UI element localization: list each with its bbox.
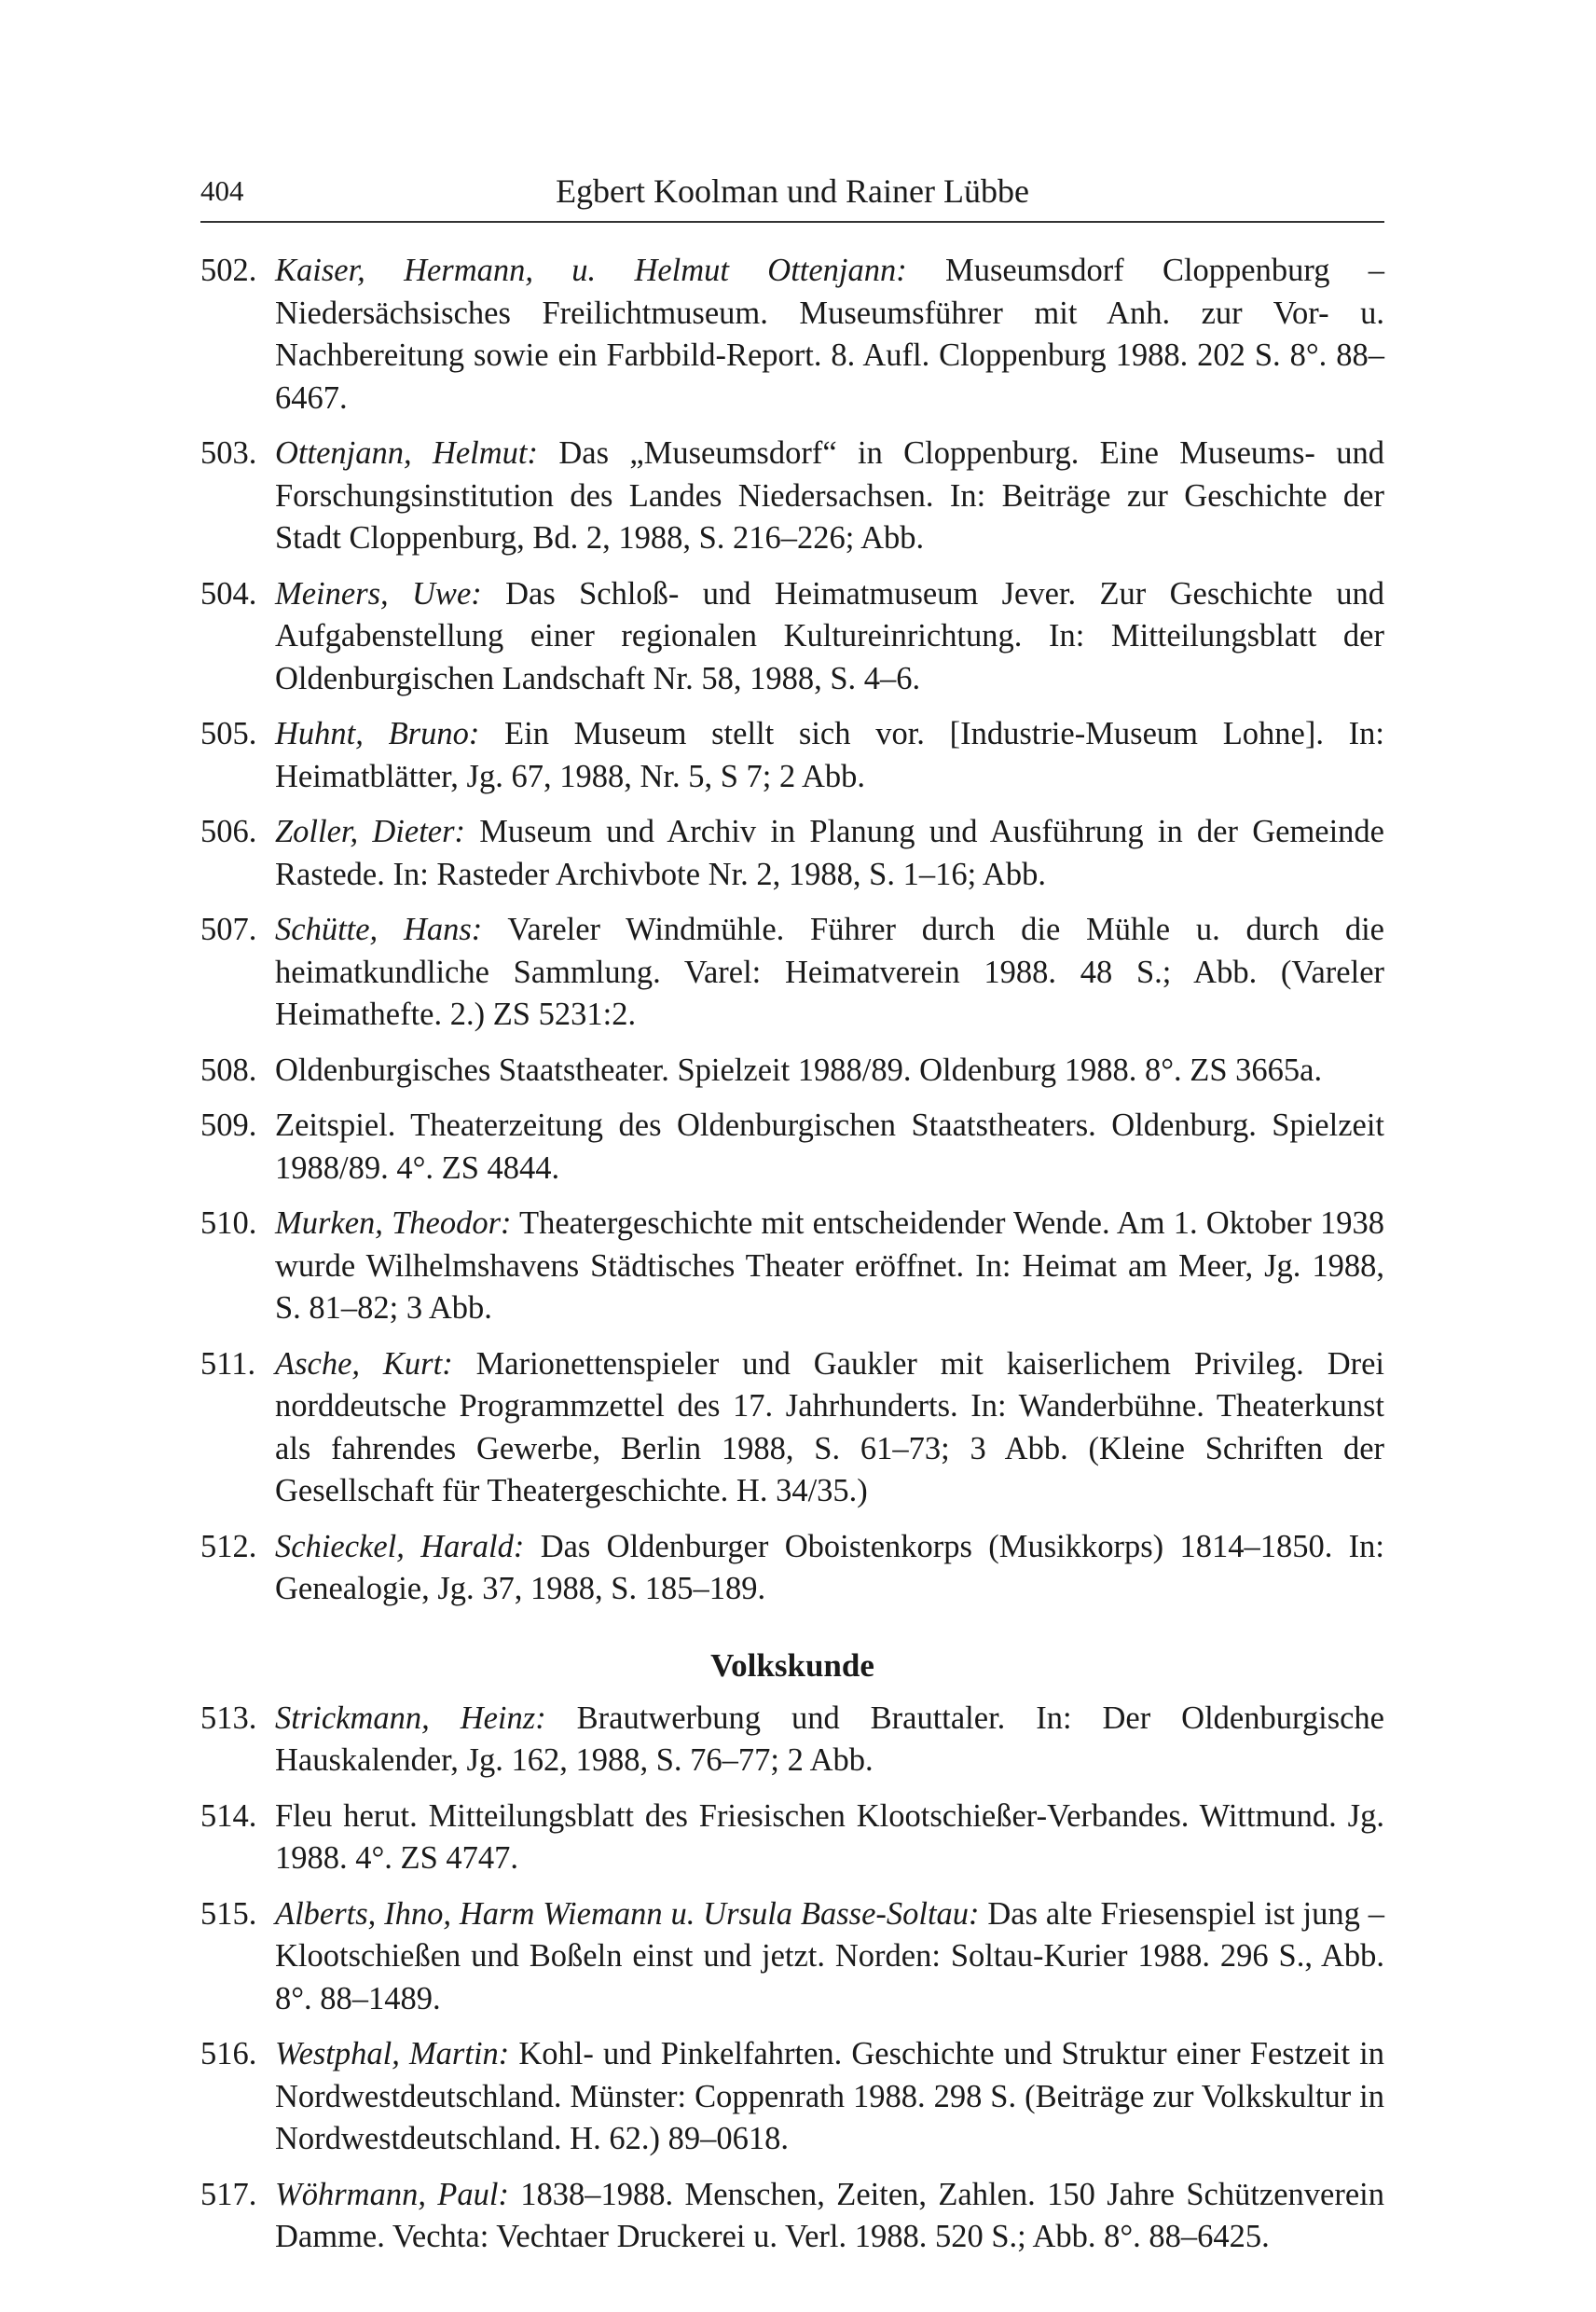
page-header [200, 172, 1384, 219]
entry-author: Strickmann, Heinz: [275, 1700, 546, 1736]
entry-number: 513. [200, 1700, 257, 1736]
entry-author: Alberts, Ihno, Harm Wiemann u. Ursula Basse-Soltau: [275, 1895, 980, 1932]
bibliography-content [200, 250, 1384, 2272]
entries-list-volkskunde [200, 1698, 1384, 2259]
bibliography-entry [200, 433, 1384, 560]
entry-text: Theatergeschichte mit entscheidender Wende. Am 1. Oktober 1938 wurde Wilhelmshavens Städtisches Theater eröffnet. In: Heimat am Meer, Jg. 1988, S. 81–82; 3 Abb. [275, 1205, 1384, 1326]
bibliography-entry [200, 2174, 1384, 2259]
entry-text: Zeitspiel. Theaterzeitung des Oldenburgischen Staatstheaters. Oldenburg. Spielzeit 1988/89. 4°. ZS 4844. [275, 1108, 1384, 1186]
entry-text: Ein Museum stellt sich vor. [Industrie-Museum Lohne]. In: Heimatblätter, Jg. 67, 1988, Nr. 5, S 7; 2 Abb. [275, 716, 1384, 794]
section-heading: Volkskunde [710, 1646, 874, 1684]
bibliography-entry [200, 1796, 1384, 1880]
entry-number: 502. [200, 253, 257, 288]
entry-number: 505. [200, 716, 257, 751]
bibliography-entry [200, 713, 1384, 798]
entry-number: 504. [200, 575, 257, 612]
entry-author: Asche, Kurt: [275, 1345, 453, 1382]
bibliography-entry [200, 1893, 1384, 2021]
entry-text: Das Oldenburger Oboistenkorps (Musikkorps) 1814–1850. In: Genealogie, Jg. 37, 1988, S. 185–189. [275, 1528, 1384, 1606]
entries-list-theater-museum [200, 250, 1384, 1611]
entry-number: 517. [200, 2176, 257, 2212]
entry-number: 506. [200, 814, 257, 849]
entry-text: Das „Museumsdorf“ in Cloppenburg. Eine Museums- und Forschungsinstitution des Landes Niedersachsen. In: Beiträge zur Geschichte der Stadt Cloppenburg, Bd. 2, 1988, S. 216–226; Abb. [275, 435, 1384, 556]
entry-text: Kohl- und Pinkelfahrten. Geschichte und Struktur einer Festzeit in Nordwestdeutschland. Münster: Coppenrath 1988. 298 S. (Beiträge zur Volkskultur in Nordwestdeutschland. H. 62.) 89–0618. [275, 2036, 1384, 2156]
entry-number: 507. [200, 912, 257, 947]
bibliography-entry [200, 1050, 1384, 1093]
entry-text: 1838–1988. Menschen, Zeiten, Zahlen. 150 Jahre Schützenverein Damme. Vechta: Vechtaer Druckerei u. Verl. 1988. 520 S.; Abb. 8°. 88–6425. [275, 2176, 1384, 2254]
entry-author: Schieckel, Harald: [275, 1528, 525, 1564]
entry-text: Fleu herut. Mitteilungsblatt des Friesischen Klootschießer-Verbandes. Wittmund. Jg. 1988. 4°. ZS 4747. [275, 1797, 1384, 1876]
bibliography-entry [200, 811, 1384, 896]
bibliography-entry [200, 1698, 1384, 1782]
entry-number: 503. [200, 435, 257, 471]
entry-author: Meiners, Uwe: [275, 575, 482, 612]
entry-number: 508. [200, 1052, 257, 1088]
entry-number: 512. [200, 1528, 257, 1564]
running-title: Egbert Koolman und Rainer Lübbe [556, 172, 1029, 210]
entry-text: Museum und Archiv in Planung und Ausführung in der Gemeinde Rastede. In: Rasteder Archivbote Nr. 2, 1988, S. 1–16; Abb. [275, 814, 1384, 892]
entry-text: Das alte Friesenspiel ist jung – Klootschießen und Boßeln einst und jetzt. Norden: Soltau-Kurier 1988. 296 S., Abb. 8°. 88–1489. [275, 1895, 1384, 2016]
entry-text: Marionettenspieler und Gaukler mit kaiserlichem Privileg. Drei norddeutsche Programmzettel des 17. Jahrhunderts. In: Wanderbühne. Theaterkunst als fahrendes Gewerbe, Berlin 1988, S. 61–73; 3 Abb. (Kleine Schriften der Gesellschaft für Theatergeschichte. H. 34/35.) [275, 1345, 1384, 1508]
entry-number: 511. [200, 1345, 256, 1382]
entry-author: Murken, Theodor: [275, 1205, 512, 1241]
entry-text: Brautwerbung und Brauttaler. In: Der Oldenburgische Hauskalender, Jg. 162, 1988, S. 76–77; 2 Abb. [275, 1700, 1384, 1778]
entry-text: Vareler Windmühle. Führer durch die Mühle u. durch die heimatkundliche Sammlung. Varel: Heimatverein 1988. 48 S.; Abb. (Vareler Heimathefte. 2.) ZS 5231:2. [275, 912, 1384, 1032]
entry-number: 514. [200, 1797, 257, 1834]
entry-author: Ottenjann, Helmut: [275, 435, 539, 471]
bibliography-entry [200, 1526, 1384, 1611]
entry-author: Kaiser, Hermann, u. Helmut Ottenjann: [275, 253, 907, 288]
entry-author: Wöhrmann, Paul: [275, 2176, 509, 2212]
entry-text: Museumsdorf Cloppenburg – Niedersächsisches Freilichtmuseum. Museumsführer mit Anh. zur Vor- u. Nachbereitung sowie ein Farbbild-Report. 8. Aufl. Cloppenburg 1988. 202 S. 8°. 88–6467. [275, 253, 1384, 416]
header-rule [200, 221, 1384, 223]
bibliography-entry [200, 1203, 1384, 1330]
entry-author: Westphal, Martin: [275, 2036, 510, 2071]
entry-author: Schütte, Hans: [275, 912, 483, 947]
bibliography-entry [200, 1105, 1384, 1190]
bibliography-entry [200, 573, 1384, 701]
entry-number: 515. [200, 1895, 257, 1932]
bibliography-entry [200, 250, 1384, 420]
bibliography-entry [200, 909, 1384, 1037]
entry-number: 516. [200, 2036, 257, 2071]
entry-author: Zoller, Dieter: [275, 814, 466, 849]
bibliography-entry [200, 2033, 1384, 2161]
entry-author: Huhnt, Bruno: [275, 716, 480, 751]
entry-text: Oldenburgisches Staatstheater. Spielzeit 1988/89. Oldenburg 1988. 8°. ZS 3665a. [275, 1052, 1323, 1088]
bibliography-entry [200, 1343, 1384, 1513]
page-number: 404 [200, 174, 244, 207]
entry-number: 510. [200, 1205, 257, 1241]
entry-text: Das Schloß- und Heimatmuseum Jever. Zur Geschichte und Aufgabenstellung einer regionalen Kultureinrichtung. In: Mitteilungsblatt der Oldenburgischen Landschaft Nr. 58, 1988, S. 4–6. [275, 575, 1384, 696]
entry-number: 509. [200, 1108, 257, 1143]
